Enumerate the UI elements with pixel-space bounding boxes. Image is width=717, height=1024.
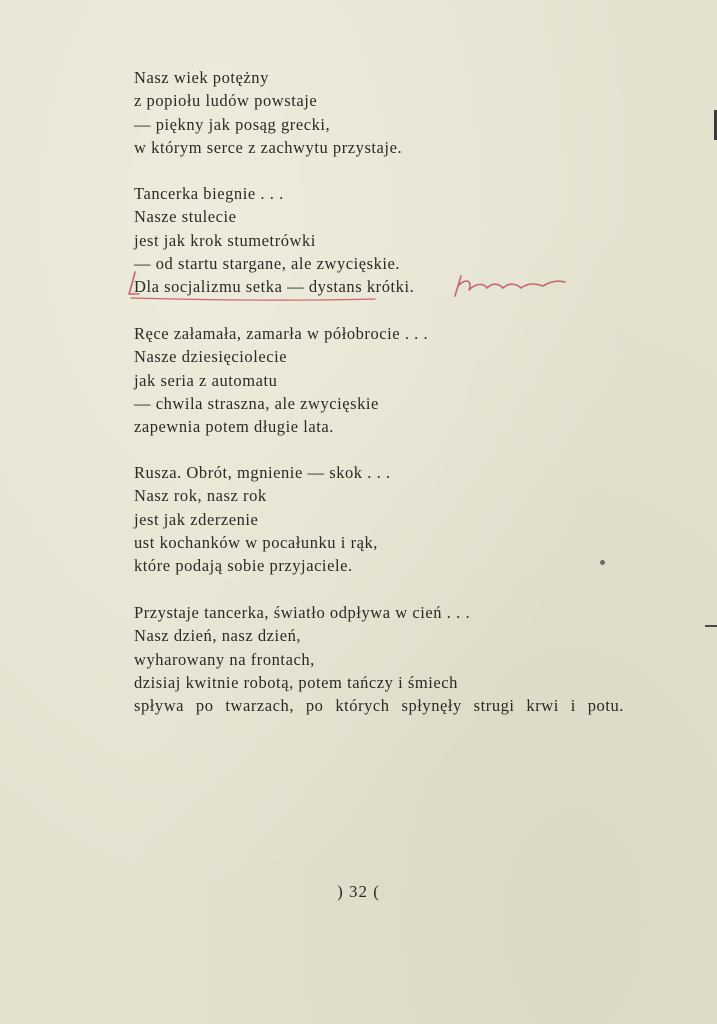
poem-line: Tancerka biegnie . . . <box>134 184 284 203</box>
stanza-2 <box>134 182 414 298</box>
poem-line: — od startu stargane, ale zwycięskie. <box>134 253 401 273</box>
poem-line: jak seria z automatu <box>134 370 278 390</box>
poem-line: — chwila straszna, ale zwycięskie <box>134 393 379 413</box>
poem-line: Nasz dzień, nasz dzień, <box>134 626 302 646</box>
poem-line: w którym serce z zachwytu przystaje. <box>134 137 403 157</box>
poem-line: Dla socjalizmu setka — dystans krótki. <box>134 277 415 297</box>
poem-line: jest jak zderzenie <box>134 509 259 529</box>
stanza-1 <box>134 66 402 159</box>
poem-line: dzisiaj kwitnie robotą, potem tańczy i śmiech <box>134 672 458 692</box>
poem-line: Nasze stulecie <box>134 207 237 227</box>
poem-line: które podają sobie przyjaciele. <box>134 556 353 576</box>
stanza-5 <box>134 601 649 717</box>
poem-line: spływa po twarzach, po których spłynęły strugi krwi i potu. <box>134 696 624 716</box>
stanza-3 <box>134 322 428 438</box>
poem-line: z popiołu ludów powstaje <box>134 91 318 111</box>
poem-line: Ręce załamała, zamarła w półobrocie . . . <box>134 324 429 343</box>
poem-line: Przystaje tancerka, światło odpływa w cień . . . <box>134 603 471 622</box>
poem-line: — piękny jak posąg grecki, <box>134 114 331 134</box>
page-edge-mark <box>705 625 717 627</box>
poem-line: Nasz wiek potężny <box>134 68 269 87</box>
speck <box>600 560 605 565</box>
poem-line: jest jak krok stumetrówki <box>134 230 316 250</box>
poem-line: ust kochanków w pocałunku i rąk, <box>134 532 378 552</box>
page-number: ) 32 ( <box>337 882 380 901</box>
poem-line: Nasze dziesięciolecie <box>134 347 288 367</box>
poem-line: wyharowany na frontach, <box>134 649 315 669</box>
stanza-4 <box>134 461 391 577</box>
poem-line: Rusza. Obrót, mgnienie — skok . . . <box>134 463 391 482</box>
poem-line: zapewnia potem długie lata. <box>134 417 334 437</box>
poem-line: Nasz rok, nasz rok <box>134 486 267 506</box>
